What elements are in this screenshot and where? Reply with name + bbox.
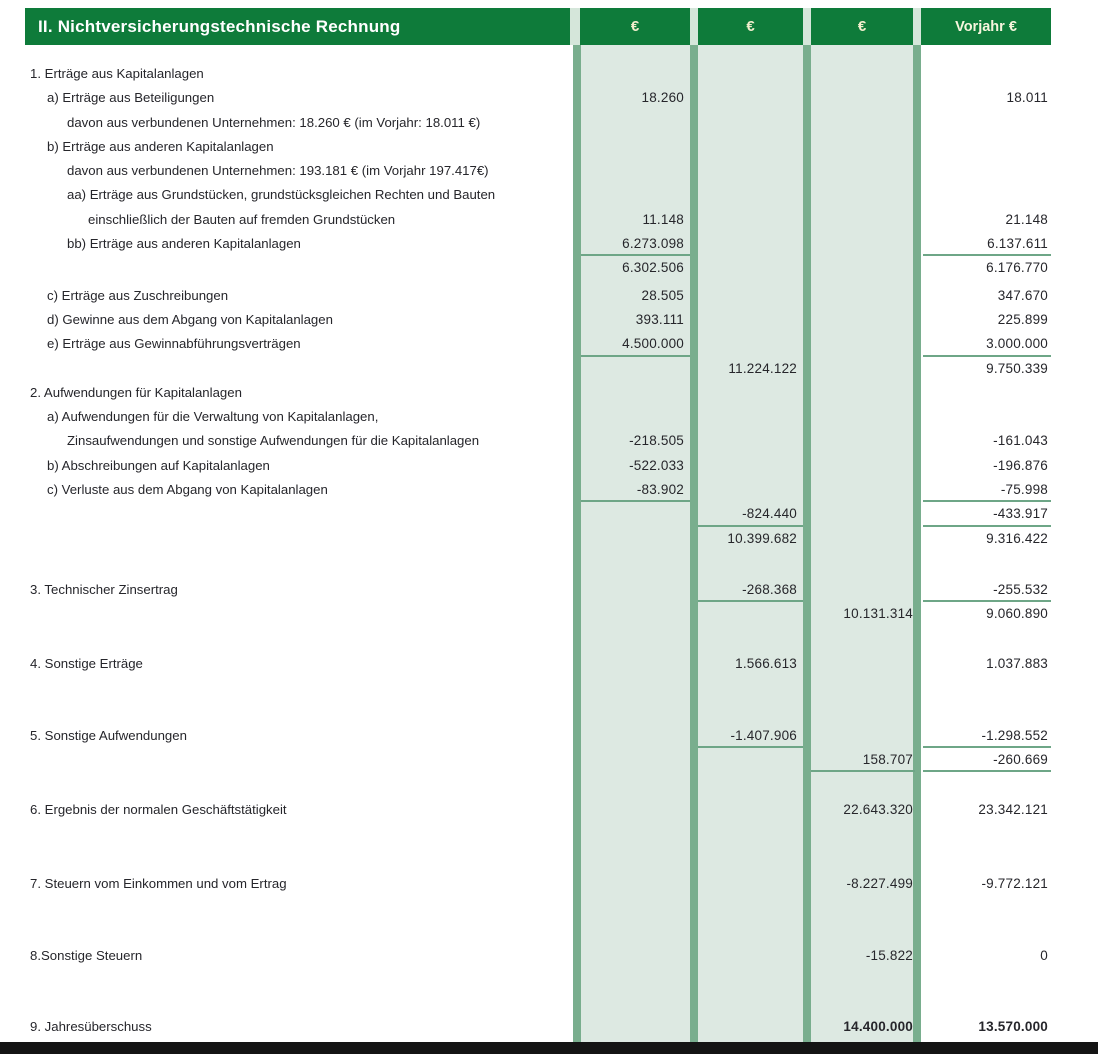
value-col2 [698,872,803,896]
value-col3 [811,357,915,381]
table-row [0,232,1111,256]
value-vorjahr: -196.876 [993,457,1048,473]
row-label: b) Abschreibungen auf Kapitalanlagen [47,457,270,473]
value-col3 [811,429,915,453]
value-col1: -218.505 [629,433,684,449]
table-row [0,405,1111,429]
value-col2 [698,1015,803,1039]
row-label: b) Erträge aus anderen Kapitalanlagen [47,138,274,154]
row-label: c) Erträge aus Zuschreibungen [47,287,229,303]
table-row [0,159,1111,183]
value-col1 [581,872,690,896]
table-row [0,135,1111,159]
table-row [0,62,1111,86]
value-col1: 28.505 [641,287,684,303]
value-col1 [581,381,690,405]
row-label: c) Verluste aus dem Abgang von Kapitalanlagen [47,482,328,498]
header-col-euro-3: € [811,8,913,45]
value-vorjahr [923,405,1051,429]
value-vorjahr: 3.000.000 [923,332,1051,356]
table-row [0,478,1111,502]
value-vorjahr: 347.670 [997,287,1048,303]
header-col-euro-2: € [698,8,803,45]
value-col3 [811,208,915,232]
table-row [0,724,1111,748]
row-label: e) Erträge aus Gewinnabführungsverträgen [47,336,301,352]
value-col2 [698,159,803,183]
value-col3: 158.707 [811,748,915,772]
value-col3: 22.643.320 [843,802,913,818]
table-row [0,502,1111,526]
value-col1: 6.273.098 [581,232,690,256]
row-label: bb) Erträge aus anderen Kapitalanlagen [67,236,301,252]
value-col2 [698,405,803,429]
table-row [0,284,1111,308]
table-row [0,429,1111,453]
table-header [25,8,1051,45]
table-row [0,578,1111,602]
value-vorjahr: 0 [1040,948,1048,964]
value-col1 [581,748,690,772]
value-col2: 11.224.122 [728,360,797,376]
value-vorjahr: 9.750.339 [986,360,1048,376]
row-label: 6. Ergebnis der normalen Geschäftstätigkeit [30,802,287,818]
value-vorjahr: 23.342.121 [978,802,1048,818]
value-col2 [698,111,803,135]
value-vorjahr: 9.060.890 [986,606,1048,622]
value-col2 [698,86,803,110]
value-col2 [698,308,803,332]
value-col2: -1.407.906 [698,724,803,748]
header-gap [570,8,580,45]
value-col2 [698,602,803,626]
row-label: aa) Erträge aus Grundstücken, grundstücksgleichen Rechten und Bauten [67,187,496,203]
value-col2 [698,284,803,308]
value-col3 [811,478,915,502]
value-col1: 393.111 [635,311,684,327]
value-vorjahr: -260.669 [923,748,1051,772]
row-label: a) Erträge aus Beteiligungen [47,90,215,106]
row-label: davon aus verbundenen Unternehmen: 18.260 € (im Vorjahr: 18.011 €) [67,114,481,130]
table-row [0,256,1111,280]
value-col2 [698,232,803,256]
value-col2 [698,332,803,356]
table-row [0,381,1111,405]
value-col3 [811,135,915,159]
value-col2: -268.368 [698,578,803,602]
value-col2: 1.566.613 [735,655,797,671]
value-col3 [811,578,915,602]
value-col3 [811,284,915,308]
table-row [0,944,1111,968]
table-row [0,357,1111,381]
value-col1 [581,111,690,135]
value-col3 [811,159,915,183]
row-label: 4. Sonstige Erträge [30,655,143,671]
value-vorjahr [923,62,1051,86]
value-col3 [811,502,915,526]
value-col3: 10.131.314 [843,606,913,622]
value-col1 [581,502,690,526]
bottom-rule-bar [0,1042,1098,1054]
value-col3 [811,527,915,551]
value-col1: -83.902 [581,478,690,502]
table-row [0,652,1111,676]
value-col2: 10.399.682 [727,530,797,546]
value-col2: -824.440 [698,502,803,526]
value-col3 [811,256,915,280]
value-col1 [581,1015,690,1039]
table-row [0,872,1111,896]
value-col2 [698,478,803,502]
table-row [0,111,1111,135]
row-label: 9. Jahresüberschuss [30,1019,152,1035]
value-col3: -15.822 [865,948,913,964]
value-col3 [811,183,915,207]
value-vorjahr [923,111,1051,135]
value-col2 [698,944,803,968]
table-row [0,602,1111,626]
value-col3 [811,308,915,332]
value-vorjahr [923,135,1051,159]
value-col1: 18.260 [641,90,684,106]
value-col2 [698,183,803,207]
table-row [0,86,1111,110]
row-label: 8.Sonstige Steuern [30,948,143,964]
value-col2 [698,62,803,86]
value-vorjahr: 1.037.883 [986,655,1048,671]
value-col2 [698,135,803,159]
header-title: II. Nichtversicherungstechnische Rechnung [25,8,570,45]
value-col1 [581,602,690,626]
value-col3 [811,86,915,110]
row-label: d) Gewinne aus dem Abgang von Kapitalanlagen [47,311,333,327]
value-col2 [698,798,803,822]
value-col3 [811,381,915,405]
header-gap [803,8,811,45]
value-vorjahr: -255.532 [923,578,1051,602]
header-col-vorjahr: Vorjahr € [921,8,1051,45]
value-vorjahr: 6.137.611 [923,232,1051,256]
header-gap [690,8,698,45]
table-row [0,748,1111,772]
value-col1: 6.302.506 [622,260,684,276]
row-label: Zinsaufwendungen und sonstige Aufwendungen für die Kapitalanlagen [67,433,480,449]
value-col2 [698,208,803,232]
row-label: davon aus verbundenen Unternehmen: 193.181 € (im Vorjahr 197.417€) [67,163,489,179]
value-col3 [811,232,915,256]
row-label: 1. Erträge aus Kapitalanlagen [30,66,204,81]
table-row [0,1015,1111,1039]
value-vorjahr: 9.316.422 [986,530,1048,546]
value-col2 [698,381,803,405]
value-col3: 14.400.000 [843,1019,913,1035]
value-col1 [581,578,690,602]
value-col3 [811,332,915,356]
value-col1: -522.033 [629,457,684,473]
table-row [0,308,1111,332]
value-vorjahr [923,381,1051,405]
value-col1 [581,944,690,968]
value-vorjahr: 13.570.000 [978,1019,1048,1035]
value-vorjahr: 21.148 [1005,211,1048,227]
row-label: 2. Aufwendungen für Kapitalanlagen [30,384,242,400]
value-vorjahr: 18.011 [1006,90,1048,106]
value-col3 [811,405,915,429]
value-col3 [811,62,915,86]
value-vorjahr: -161.043 [993,433,1048,449]
value-vorjahr [923,159,1051,183]
value-col3: -8.227.499 [846,875,913,891]
value-col3 [811,454,915,478]
row-label: 3. Technischer Zinsertrag [30,581,178,597]
value-col3 [811,724,915,748]
value-col3 [811,111,915,135]
value-col2 [698,454,803,478]
row-label: 5. Sonstige Aufwendungen [30,727,187,743]
header-col-euro-1: € [580,8,690,45]
value-col1 [581,724,690,748]
table-row [0,798,1111,822]
value-vorjahr: 225.899 [997,311,1048,327]
row-label: a) Aufwendungen für die Verwaltung von Kapitalanlagen, [47,409,379,425]
table-row [0,332,1111,356]
value-col1 [581,62,690,86]
value-vorjahr: 6.176.770 [986,260,1048,276]
value-col1: 4.500.000 [581,332,690,356]
table-row [0,454,1111,478]
value-col1: 11.148 [642,211,684,227]
value-col2 [698,256,803,280]
value-vorjahr: -433.917 [923,502,1051,526]
header-gap [913,8,921,45]
value-vorjahr: -75.998 [923,478,1051,502]
value-col1 [581,652,690,676]
value-vorjahr [923,183,1051,207]
value-vorjahr: -9.772.121 [981,875,1048,891]
row-label: einschließlich der Bauten auf fremden Grundstücken [88,211,396,227]
value-col1 [581,405,690,429]
value-col1 [581,159,690,183]
table-row [0,527,1111,551]
value-col1 [581,135,690,159]
value-col1 [581,527,690,551]
value-col1 [581,183,690,207]
table-body [0,62,1111,1040]
table-row [0,208,1111,232]
table-row [0,183,1111,207]
value-col2 [698,748,803,772]
value-col3 [811,652,915,676]
value-col1 [581,357,690,381]
value-col2 [698,429,803,453]
value-col1 [581,798,690,822]
row-label: 7. Steuern vom Einkommen und vom Ertrag [30,875,287,891]
value-vorjahr: -1.298.552 [923,724,1051,748]
